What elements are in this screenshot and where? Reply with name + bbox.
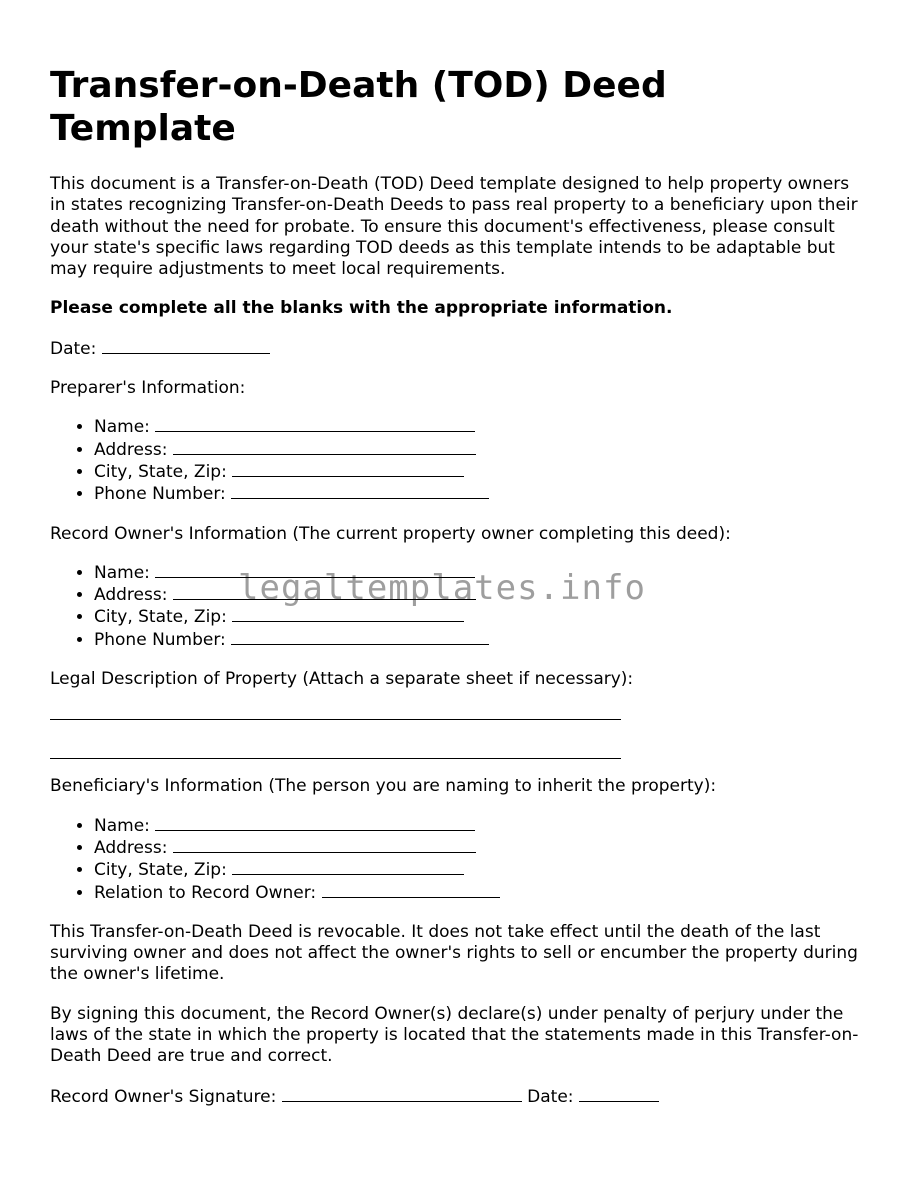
owner-address-blank[interactable] [173, 584, 476, 600]
legal-description-line-1[interactable] [50, 718, 621, 720]
signature-date-label: Date: [527, 1086, 574, 1107]
revocable-paragraph: This Transfer-on-Death Deed is revocable. It does not take effect until the death of the last surviving owner and does not affect the owner's rights to sell or encumber the property during the owner's lifetime. [50, 921, 858, 985]
list-item: • Address: [94, 439, 862, 461]
list-item: • Name: [94, 815, 862, 837]
preparer-name-blank[interactable] [155, 416, 475, 432]
signature-blank[interactable] [282, 1086, 522, 1102]
legal-description-heading: Legal Description of Property (Attach a separate sheet if necessary): [50, 669, 634, 690]
list-item: • Name: [94, 562, 862, 584]
list-item: • Name: [94, 416, 862, 438]
owner-city-blank[interactable] [232, 606, 464, 622]
declaration-paragraph: By signing this document, the Record Owner(s) declare(s) under penalty of perjury under the laws of the state in which the property is located that the statements made in this Transfer-on-Death Deed are true and correct. [50, 1003, 859, 1067]
intro-paragraph: This document is a Transfer-on-Death (TOD) Deed template designed to help property owners in states recognizing Transfer-on-Death Deeds to pass real property to a beneficiary upon their death without the need for probate. To ensure this document's effectiveness, please consult your state's specific laws regarding TOD deeds as this template intends to be adaptable but may require adjustments to meet local requirements. [50, 174, 858, 280]
page-title: Transfer-on-Death (TOD) Deed Template [50, 65, 667, 149]
list-item: • Address: [94, 837, 862, 859]
list-item: • City, State, Zip: [94, 606, 862, 628]
beneficiary-list [50, 815, 862, 904]
preparer-address-blank[interactable] [173, 439, 476, 455]
beneficiary-name-blank[interactable] [155, 815, 475, 831]
preparer-list [50, 416, 862, 505]
legal-description-line-2[interactable] [50, 757, 621, 759]
preparer-heading: Preparer's Information: [50, 378, 246, 399]
owner-phone-blank[interactable] [231, 629, 489, 645]
preparer-city-blank[interactable] [232, 461, 464, 477]
instruction-text: Please complete all the blanks with the appropriate information. [50, 298, 673, 319]
owner-name-blank[interactable] [155, 562, 475, 578]
beneficiary-relation-blank[interactable] [322, 882, 500, 898]
list-item: • Relation to Record Owner: [94, 882, 862, 904]
date-row [50, 338, 862, 360]
signature-row [50, 1086, 862, 1108]
signature-label: Record Owner's Signature: [50, 1086, 277, 1107]
beneficiary-heading: Beneficiary's Information (The person you are naming to inherit the property): [50, 776, 717, 797]
date-blank[interactable] [102, 338, 270, 354]
owner-heading: Record Owner's Information (The current property owner completing this deed): [50, 523, 731, 544]
beneficiary-city-blank[interactable] [232, 859, 464, 875]
owner-list [50, 562, 862, 651]
list-item: • Phone Number: [94, 629, 862, 651]
list-item: • City, State, Zip: [94, 461, 862, 483]
list-item: • Address: [94, 584, 862, 606]
beneficiary-address-blank[interactable] [173, 837, 476, 853]
signature-date-blank[interactable] [579, 1086, 659, 1102]
list-item: • Phone Number: [94, 483, 862, 505]
list-item: • City, State, Zip: [94, 859, 862, 881]
preparer-phone-blank[interactable] [231, 483, 489, 499]
date-label: Date: [50, 338, 97, 359]
document-page [50, 64, 862, 1108]
watermark: legaltemplates.info [238, 568, 646, 608]
